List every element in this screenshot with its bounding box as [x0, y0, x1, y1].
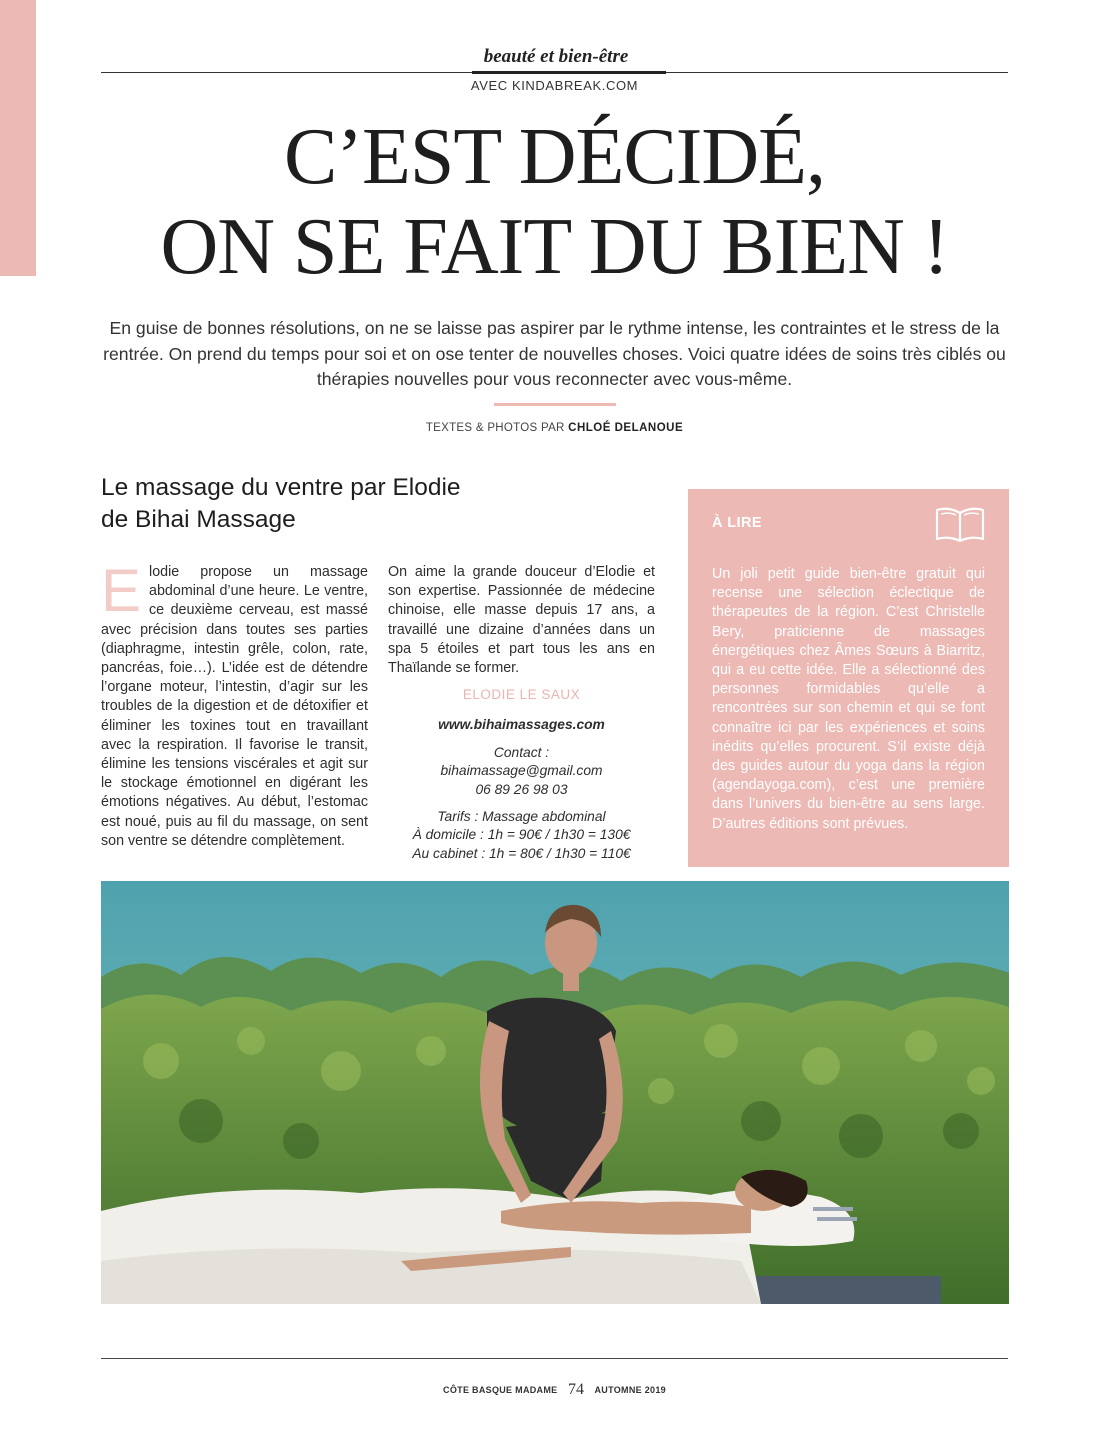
sidebar-title: À LIRE [712, 515, 762, 531]
practitioner-name: ELODIE LE SAUX [462, 687, 581, 702]
website-link[interactable]: www.bihaimassages.com [438, 717, 605, 733]
intro-divider [494, 403, 616, 406]
sidebar-a-lire [688, 489, 1009, 867]
section-title [101, 472, 541, 536]
header-rule-accent [472, 71, 666, 74]
price-cabinet: Au cabinet : 1h = 80€ / 1h30 = 110€ [412, 845, 631, 861]
drop-cap: E [101, 557, 142, 624]
contact-phone: 06 89 26 98 03 [475, 781, 568, 797]
byline [101, 422, 1008, 434]
price-home: À domicile : 1h = 90€ / 1h30 = 130€ [412, 827, 631, 843]
contact-label: Contact : [493, 744, 550, 760]
page-footer [101, 1381, 1008, 1399]
contact-block [388, 744, 655, 799]
body-column-2: On aime la grande douceur d’Elodie et son expertise. Passionnée de médecine chinoise, elle masse depuis 17 ans, a travaillé une dizaine d’années dans un spa 5 étoiles et part tous les ans en Thaïlande se former. [388, 564, 655, 677]
footer-rule [101, 1358, 1008, 1359]
headline-line-1: C’EST DÉCIDÉ, [283, 113, 826, 201]
massage-photo [101, 881, 1009, 1304]
article-intro: En guise de bonnes résolutions, on ne se laisse pas aspirer par le rythme intense, les contraintes et le stress de la rentrée. On prend du temps pour soi et on ose tenter de nouvelles choses. Voici quatre idées de soins très ciblés ou thérapies nouvelles pour vous reconnecter avec vous-même. [103, 318, 1006, 389]
open-book-icon [934, 506, 986, 544]
page-number: 74 [567, 1381, 584, 1398]
section-rubric: beauté et bien-être [483, 46, 629, 67]
footer-magazine: CÔTE BASQUE MADAME [443, 1385, 558, 1395]
byline-author: CHLOÉ DELANOUE [568, 422, 684, 434]
practitioner-info [388, 686, 655, 863]
headline-line-2: ON SE FAIT DU BIEN ! [160, 203, 949, 291]
sidebar-text: Un joli petit guide bien-être gratuit qui recense une sélection éclectique de thérapeutes de la région. C’est Christelle Bery, praticienne de massages énergétiques chez Âmes Sœurs à Biarritz, qui a eu cette idée. Elle a sélectionné des personnes formidables qu’elle a rencontrées sur son chemin et qui se font connaître ici par les expériences et soins inédits qu’elles procurent. S’il existe déjà des guides autour du yoga dans la région (agendayoga.com), c’est une première dans l’univers du bien-être au sens large. D’autres éditions sont prévues. [712, 566, 985, 832]
footer-issue: AUTOMNE 2019 [594, 1385, 666, 1395]
partner-line: AVEC KINDABREAK.COM [470, 78, 639, 93]
tarifs-label: Tarifs : Massage abdominal [437, 809, 606, 825]
article-headline [101, 112, 1008, 292]
price-block [388, 808, 655, 863]
section-title-line-2: de Bihai Massage [101, 506, 296, 533]
pink-accent-strip [0, 0, 36, 276]
byline-prefix: TEXTES & PHOTOS PAR [425, 422, 565, 434]
body-column-1 [101, 557, 368, 851]
section-title-line-1: Le massage du ventre par Elodie [101, 474, 461, 501]
body-column-1-text: lodie propose un massage abdominal d’une heure. Le ventre, ce deuxième cerveau, est massé avec précision dans toutes ses parties (diaphragme, intestin grêle, colon, rate, pancréas, foie…). L’idée est de détendre l’organe moteur, l’intestin, d’agir sur les troubles de la digestion et de détoxifier et éliminer les toxines tout en travaillant avec la respiration. Il favorise le transit, élimine les tensions viscérales et agit sur le stockage émotionnel en digérant les émotions négatives. Au début, l’estomac est noué, puis au fil du massage, on sent son ventre se détendre complètement. [101, 564, 368, 849]
contact-email[interactable]: bihaimassage@gmail.com [440, 763, 603, 779]
